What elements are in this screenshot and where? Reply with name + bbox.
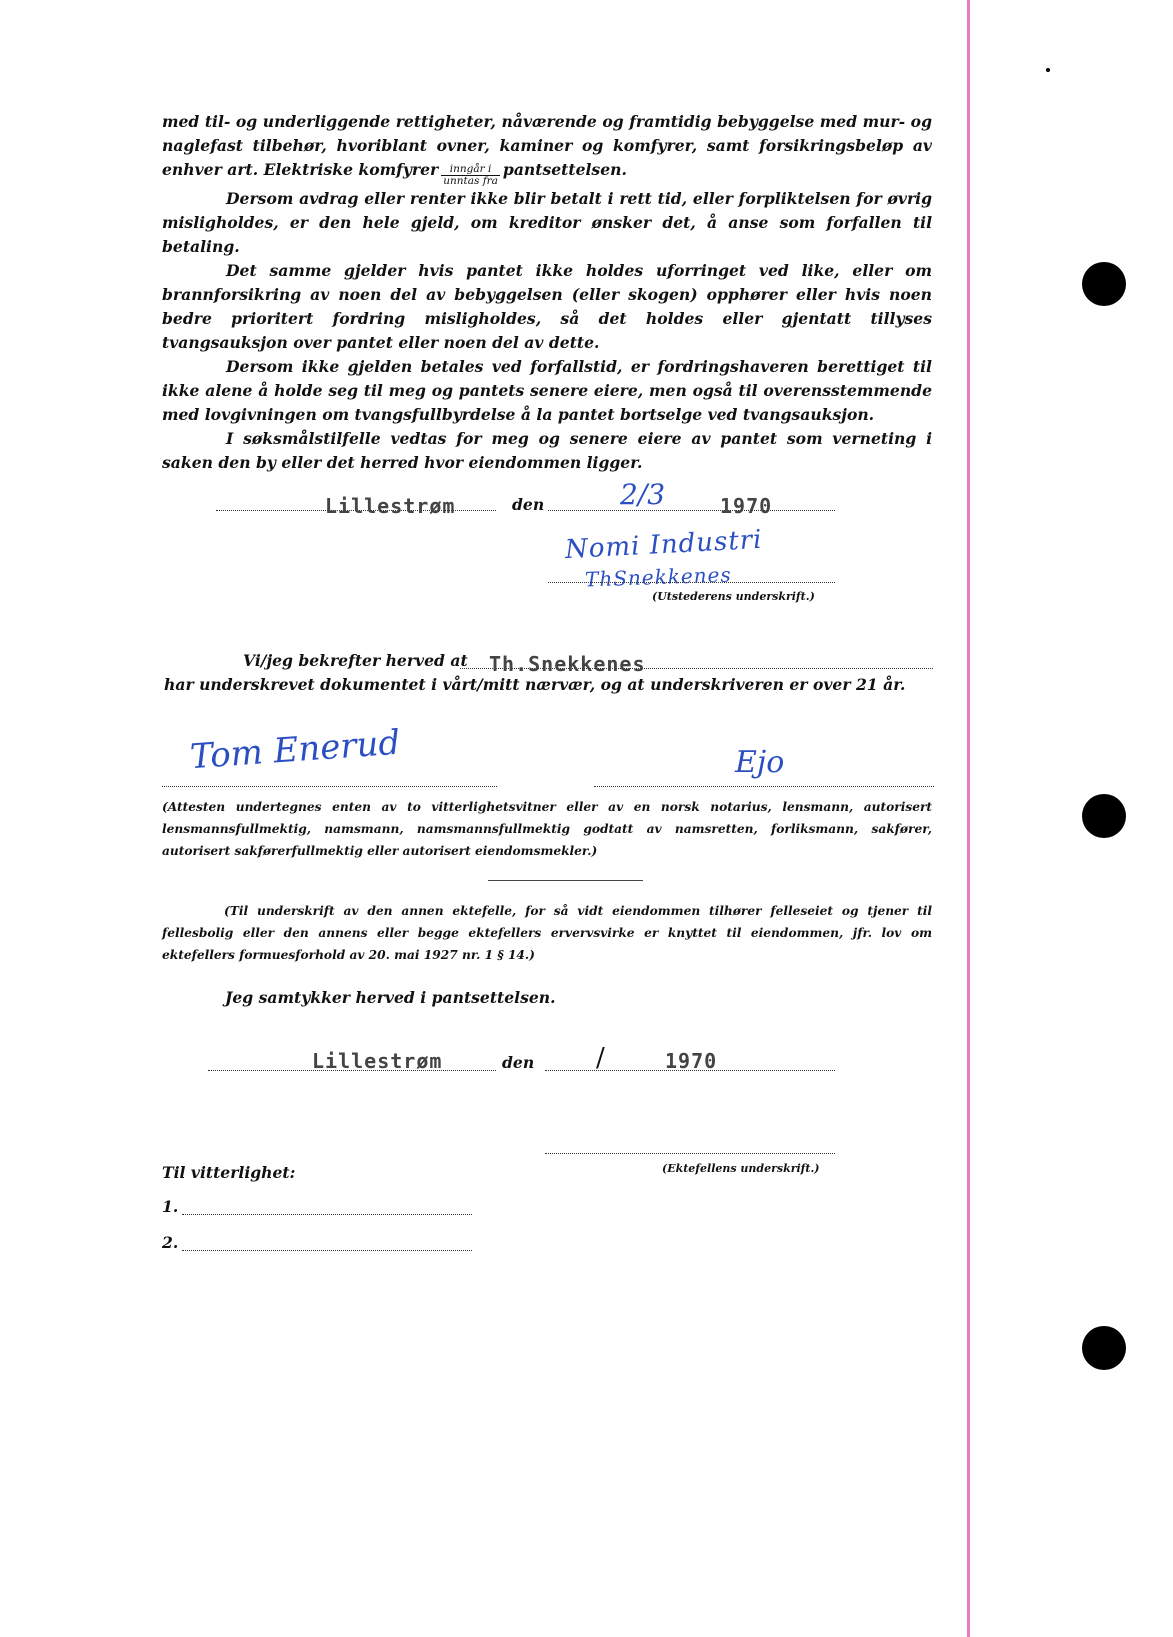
spouse-caption: (Ektefellens underskrift.): [662, 1162, 820, 1175]
witness-signature-2: Ejo: [735, 745, 785, 780]
place-field-2: Lillestrøm: [312, 1049, 443, 1073]
punch-hole-top: [1082, 262, 1126, 306]
den-label-2: den: [502, 1053, 535, 1072]
issuer-caption: (Utstederens underskrift.): [652, 590, 815, 603]
paragraph-5: I søksmålstilfelle vedtas for meg og senere eiere av pantet som verneting i saken den by eller det herred hvor eiendommen ligger.: [162, 429, 932, 472]
punch-hole-middle: [1082, 794, 1126, 838]
witness-signature-1: Tom Enerud: [188, 722, 402, 778]
separator-rule: [488, 880, 643, 881]
paragraph-3: Det samme gjelder hvis pantet ikke holdes uforringet ved like, eller om brannforsikring av noen del av bebyggelsen (eller skogen) opphører eller hvis noen bedre prioritert fordring misligholdes, så det holdes eller gjentatt tillyses tvangsauksjon over pantet eller noen del av dette.: [162, 261, 932, 352]
paragraph-2: Dersom avdrag eller renter ikke blir betalt i rett tid, eller forpliktelsen for øvrig misligholdes, er den hele gjeld, om kreditor ønsker det, å anse som forfallen til betaling.: [162, 189, 932, 256]
paragraph-1: med til- og underliggende rettigheter, nåværende og framtidig bebyggelse med mur- og naglefast tilbehør, hvoriblant ovner, kaminer og komfyrer, samt forsikringsbeløp av enhver art. Elektriske komfyrer $\frac{\text{inngår i}}{\text{unntas fra}}$ pantsettelsen.: [162, 112, 932, 187]
attest-note: (Attesten undertegnes enten av to vitterlighetsvitner eller av en norsk notarius, lensmann, autorisert lensmannsfullmektig, namsmann, namsmannsfullmektig godtatt av namsretten, forliksmann, sakfører, autorisert sakførerfullmektig eller autorisert eiendomsmekler.): [162, 800, 932, 858]
punch-hole-bottom: [1082, 1326, 1126, 1370]
attestation-label: Til vitterlighet:: [162, 1163, 296, 1182]
consent-text: Jeg samtykker herved i pantsettelsen.: [225, 988, 556, 1007]
signer-name: Th.Snekkenes: [489, 652, 646, 676]
attestation-item-2: 2.: [162, 1233, 179, 1252]
paragraph-4: Dersom ikke gjelden betales ved forfallstid, er fordringshaveren berettiget til ikke alene å holde seg til meg og pantets senere eiere, men også til overensstemmende med lovgivningen om tvangsfullbyrdelse å la pantet bortselge ved tvangsauksjon.: [162, 357, 932, 424]
witness-line-1: [162, 786, 497, 787]
date-slash: /: [596, 1043, 605, 1073]
speck: [1046, 68, 1050, 72]
confirm-label: Vi/jeg bekrefter herved at: [243, 651, 468, 670]
attestation-item-1: 1.: [162, 1197, 179, 1216]
year-field-2: 1970: [665, 1049, 718, 1073]
attestation-line-1: [182, 1214, 472, 1215]
place-field: Lillestrøm: [325, 494, 456, 518]
attestation-line-2: [182, 1250, 472, 1251]
spouse-sign-line: [545, 1153, 835, 1154]
confirm-line-2: har underskrevet dokumentet i vårt/mitt nærvær, og at underskriveren er over 21 år.: [164, 675, 906, 694]
date-line: [548, 510, 835, 511]
spouse-note: (Til underskrift av den annen ektefelle, for så vidt eiendommen tilhører felleseiet og tjener til fellesbolig eller den annens eller begge ektefellers ervervsvirke er knyttet til eiendommen, jfr. lov om ektefellers formuesforhold av 20. mai 1927 nr. 1 § 14.): [162, 904, 932, 962]
handwritten-date: 2/3: [620, 478, 666, 511]
issuer-signature-2: ThSnekkenes: [584, 562, 733, 592]
margin-line: [967, 0, 970, 1637]
terms-text: [162, 110, 932, 475]
issuer-signature: Nomi Industri: [564, 524, 764, 566]
den-label: den: [512, 495, 545, 514]
witness-line-2: [594, 786, 934, 787]
issuer-sign-line: [548, 582, 835, 583]
year-field: 1970: [720, 494, 773, 518]
fraction: $\frac{\text{inngår i}}{\text{unntas fra}}$: [443, 163, 498, 187]
